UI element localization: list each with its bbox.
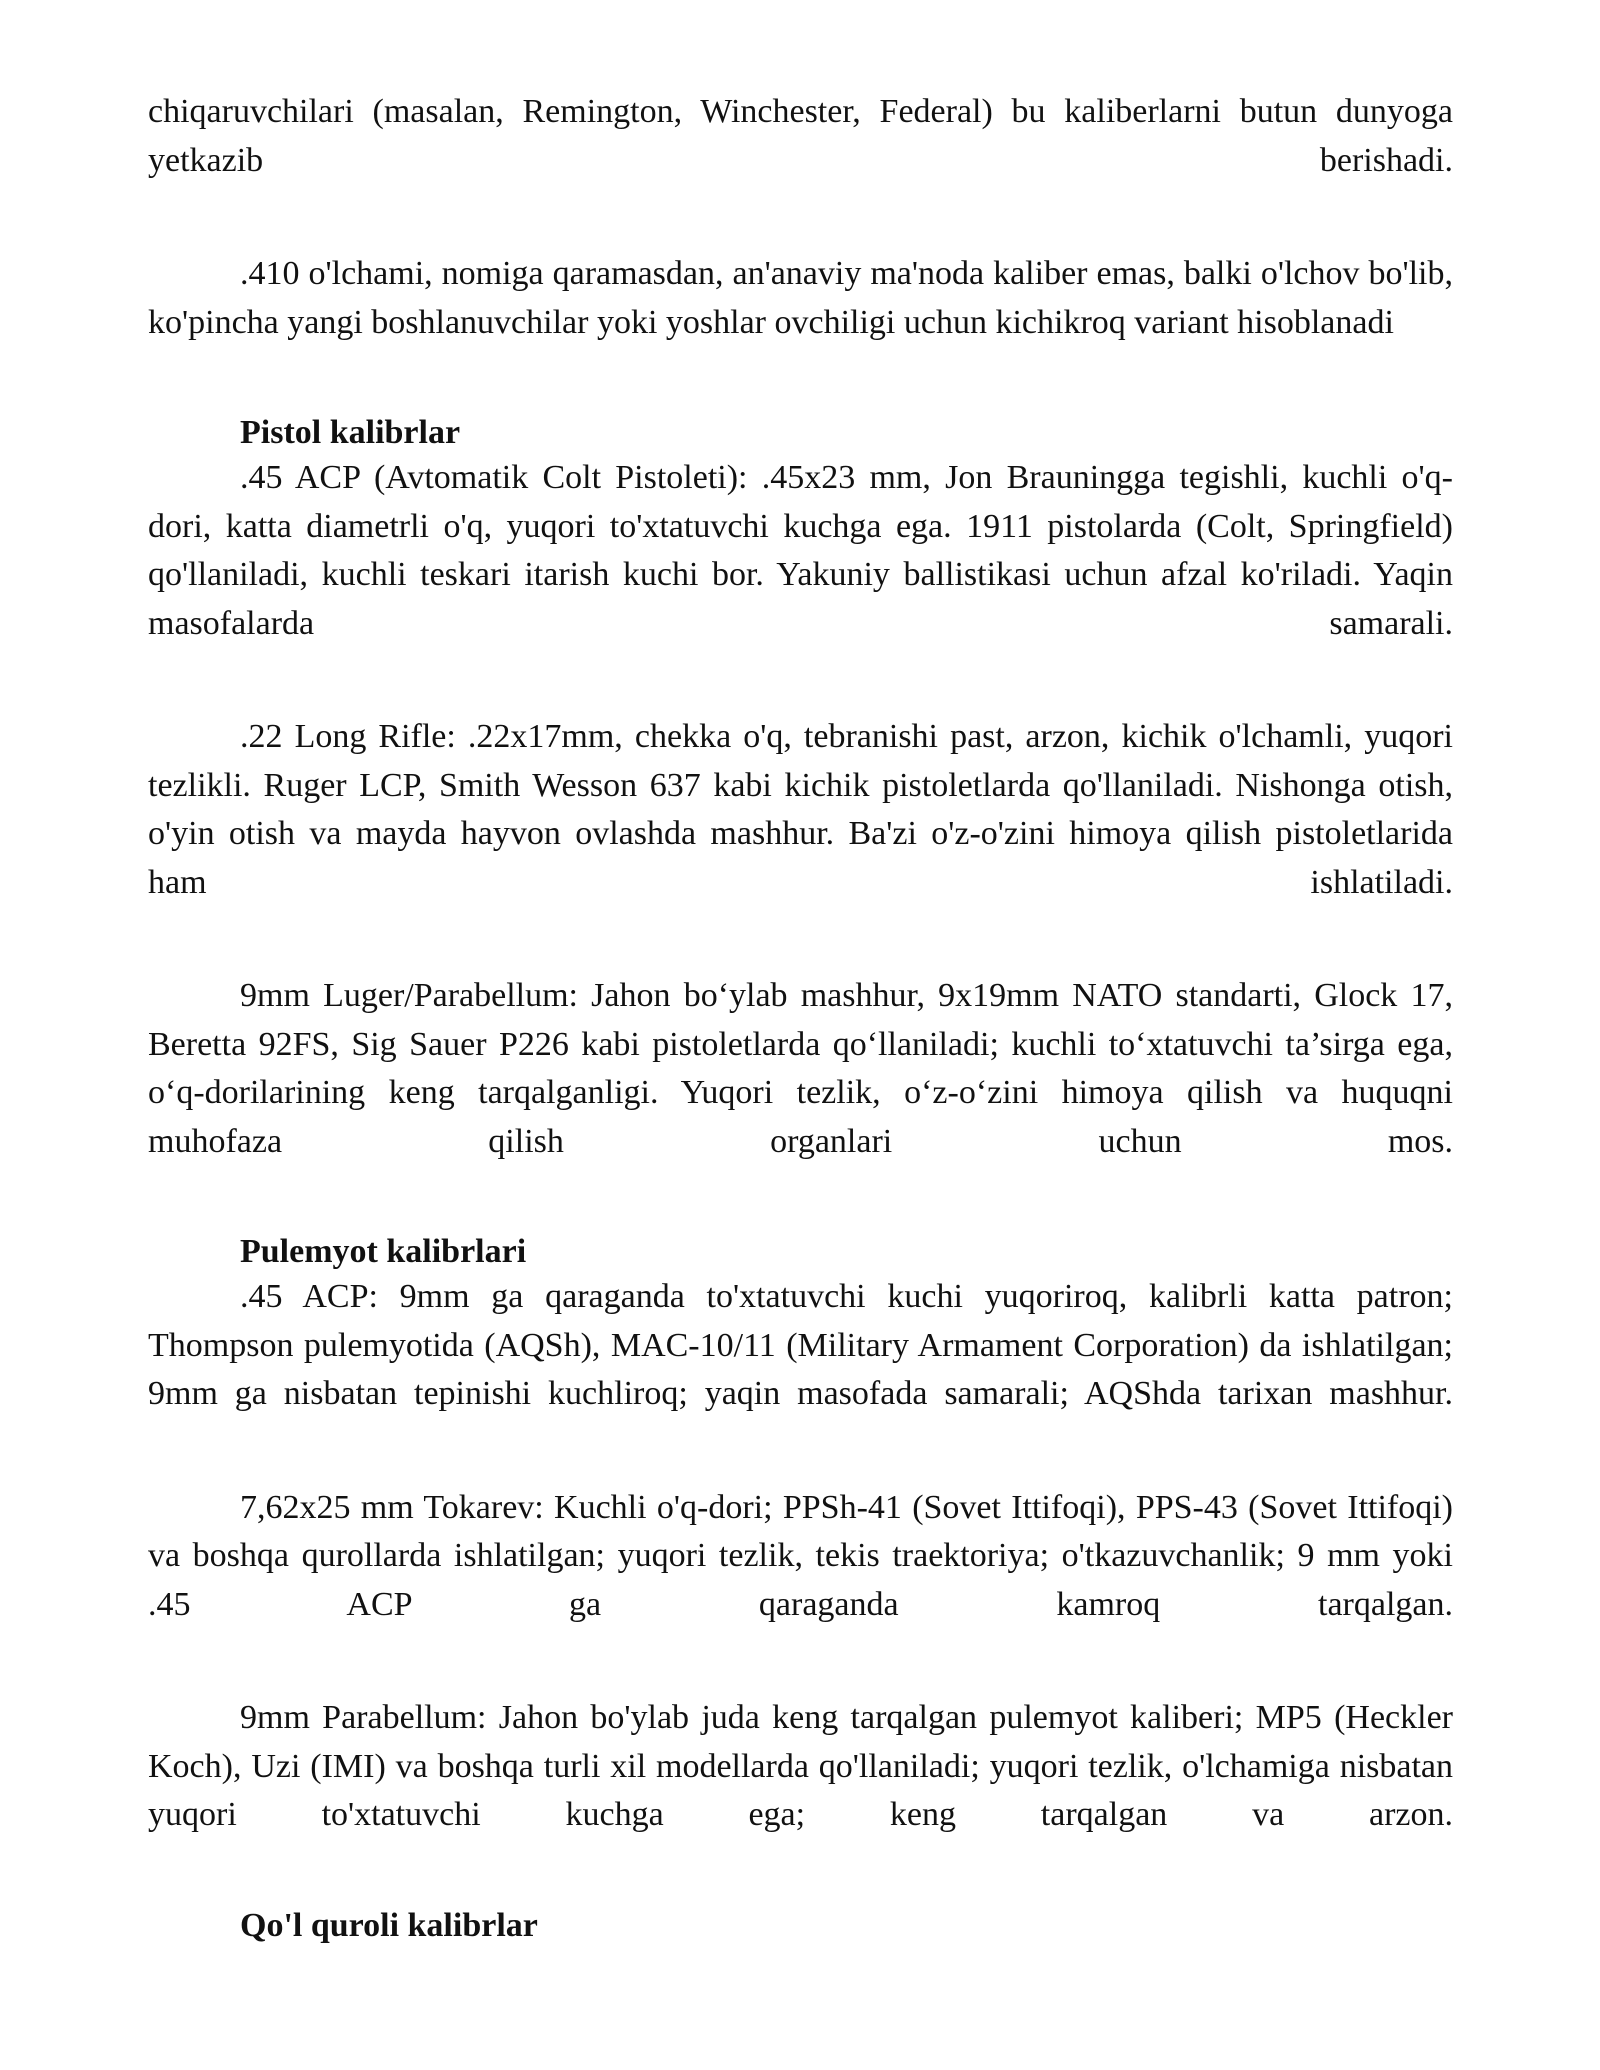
- paragraph-manufacturers: chiqaruvchilari (masalan, Remington, Winchester, Federal) bu kaliberlarni butun dunyoga yetkazib berishadi.: [148, 93, 1453, 179]
- heading-handgun-calibers: Qo'l quroli kalibrlar: [240, 1906, 538, 1944]
- heading-pistol-calibers: Pistol kalibrlar: [240, 414, 461, 451]
- heading-smg-calibers: Pulemyot kalibrlari: [240, 1233, 527, 1270]
- document-body: [148, 88, 1453, 1947]
- paragraph-9mm-parabellum: 9mm Parabellum: Jahon bo'ylab juda keng tarqalgan pulemyot kaliberi; MP5 (Heckler Koch), Uzi (IMI) va boshqa turli xil modellarda qo'llaniladi; yuqori tezlik, o'lchamiga nisbatan yuqori to'xtatuvchi kuchga ega; keng tarqalgan va arzon.: [148, 1699, 1453, 1833]
- paragraph-9mm-luger: 9mm Luger/Parabellum: Jahon bo‘ylab mashhur, 9x19mm NATO standarti, Glock 17, Beretta 92FS, Sig Sauer P226 kabi pistoletlarda qo‘llaniladi; kuchli to‘xtatuvchi ta’sirga ega, o‘q-dorilarining keng tarqalganligi. Yuqori tezlik, o‘z-o‘zini himoya qilish va huquqni muhofaza qilish organlari uchun mos.: [148, 977, 1453, 1160]
- paragraph-410-gauge: .410 o'lchami, nomiga qaramasdan, an'anaviy ma'noda kaliber emas, balki o'lchov bo'lib, ko'pincha yangi boshlanuvchilar yoki yoshlar ovchiligi uchun kichikroq variant hisoblanadi: [148, 255, 1453, 341]
- paragraph-22-long-rifle: .22 Long Rifle: .22x17mm, chekka o'q, tebranishi past, arzon, kichik o'lchamli, yuqori tezlikli. Ruger LCP, Smith Wesson 637 kabi kichik pistoletlarda qo'llaniladi. Nishonga otish, o'yin otish va mayda hayvon ovlashda mashhur. Ba'zi o'z-o'zini himoya qilish pistoletlarida ham ishlatiladi.: [148, 718, 1453, 901]
- paragraph-45-acp: .45 ACP (Avtomatik Colt Pistoleti): .45x23 mm, Jon Brauningga tegishli, kuchli o'q-dori, katta diametrli o'q, yuqori to'xtatuvchi kuchga ega. 1911 pistolarda (Colt, Springfield) qo'llaniladi, kuchli teskari itarish kuchi bor. Yakuniy ballistikasi uchun afzal ko'riladi. Yaqin masofalarda samarali.: [148, 459, 1453, 642]
- paragraph-tokarev: 7,62x25 mm Tokarev: Kuchli o'q-dori; PPSh-41 (Sovet Ittifoqi), PPS-43 (Sovet Ittifoqi) va boshqa qurollarda ishlatilgan; yuqori tezlik, tekis traektoriya; o'tkazuvchanlik; 9 mm yoki .45 ACP ga qaraganda kamroq tarqalgan.: [148, 1488, 1453, 1623]
- paragraph-smg-45-acp: .45 ACP: 9mm ga qaraganda to'xtatuvchi kuchi yuqoriroq, kalibrli katta patron; Thompson pulemyotida (AQSh), MAC-10/11 (Military Armament Corporation) da ishlatilgan; 9mm ga nisbatan tepinishi kuchliroq; yaqin masofada samarali; AQShda tarixan mashhur.: [148, 1278, 1453, 1412]
